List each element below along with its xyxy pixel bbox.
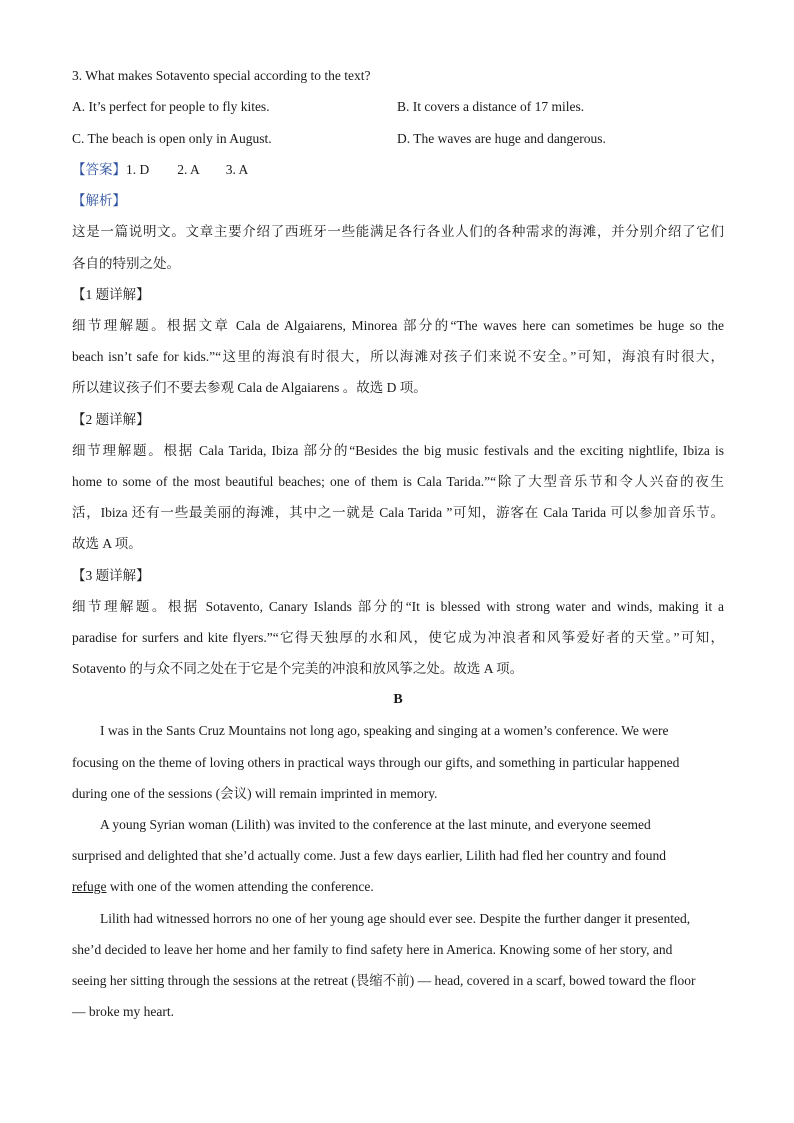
detail-3-heading: 【3 题详解】 <box>72 568 150 583</box>
question-3-stem: 3. What makes Sotavento special according to the text? <box>72 68 371 83</box>
passage-p2-line-1: A young Syrian woman (Lilith) was invited to the conference at the last minute, and everyone seemed <box>100 817 651 832</box>
passage-p3-line-1: Lilith had witnessed horrors no one of her young age should ever see. Despite the further danger it presented, <box>100 911 691 926</box>
passage-p3-line-2: she’d decided to leave her home and her family to find safety here in America. Knowing some of her story, and <box>72 942 673 957</box>
detail-1-line-1: 细节理解题。根据文章 Cala de Algaiarens, Minorea 部分的“The waves here can sometimes be huge so the <box>72 318 724 333</box>
answer-2: 2. A <box>177 162 200 177</box>
detail-2-line-4: 故选 A 项。 <box>72 536 142 551</box>
analysis-line-2: 各自的特别之处。 <box>72 256 180 271</box>
answer-1: 1. D <box>126 162 150 177</box>
passage-p3-line-4: — broke my heart. <box>72 1004 174 1019</box>
detail-3-line-2: paradise for surfers and kite flyers.”“它得天独厚的水和风，使它成为冲浪者和风筝爱好者的天堂。”可知， <box>72 630 724 645</box>
option-a: A. It’s perfect for people to fly kites. <box>72 99 270 114</box>
option-c: C. The beach is open only in August. <box>72 131 272 146</box>
option-d: D. The waves are huge and dangerous. <box>397 131 606 146</box>
detail-1-line-2: beach isn’t safe for kids.”“这里的海浪有时很大，所以海滩对孩子们来说不安全。”可知，海浪有时很大， <box>72 349 724 364</box>
passage-p2-line-3 <box>72 877 374 897</box>
answer-line <box>72 160 248 180</box>
passage-p2-tail: with one of the women attending the conference. <box>106 879 374 894</box>
detail-2-line-1: 细节理解题。根据 Cala Tarida, Ibiza 部分的“Besides the big music festivals and the exciting nightlife, Ibiza is <box>72 443 724 458</box>
detail-3-line-1: 细节理解题。根据 Sotavento, Canary Islands 部分的“It is blessed with strong water and winds, making it a <box>72 599 724 614</box>
detail-1-line-3: 所以建议孩子们不要去参观 Cala de Algaiarens 。故选 D 项。 <box>72 380 427 395</box>
passage-p3-line-3: seeing her sitting through the sessions at the retreat (畏缩不前) — head, covered in a scarf, bowed toward the floor <box>72 973 696 988</box>
section-b-title: B <box>393 692 403 707</box>
detail-3-line-3: Sotavento 的与众不同之处在于它是个完美的冲浪和放风筝之处。故选 A 项。 <box>72 661 524 676</box>
underlined-word-refuge: refuge <box>72 879 107 894</box>
answer-3: 3. A <box>225 162 249 177</box>
option-b: B. It covers a distance of 17 miles. <box>397 99 585 114</box>
detail-2-heading: 【2 题详解】 <box>72 412 150 427</box>
detail-2-line-2: home to some of the most beautiful beaches; one of them is Cala Tarida.”“除了大型音乐节和令人兴奋的夜生 <box>72 474 724 489</box>
detail-1-heading: 【1 题详解】 <box>72 287 150 302</box>
detail-2-line-3: 活，Ibiza 还有一些最美丽的海滩，其中之一就是 Cala Tarida ”可知，游客在 Cala Tarida 可以参加音乐节。 <box>72 505 724 520</box>
passage-p2-line-2: surprised and delighted that she’d actually come. Just a few days earlier, Lilith had fled her country and found <box>72 848 667 863</box>
passage-p1-line-2: focusing on the theme of loving others in practical ways through our gifts, and something in particular happened <box>72 755 680 770</box>
passage-p1-line-1: I was in the Sants Cruz Mountains not long ago, speaking and singing at a women’s conference. We were <box>100 723 669 738</box>
analysis-line-1: 这是一篇说明文。文章主要介绍了西班牙一些能满足各行各业人们的各种需求的海滩，并分别介绍了它们 <box>72 224 724 239</box>
analysis-label: 【解析】 <box>72 193 126 208</box>
answer-label: 【答案】 <box>72 162 126 177</box>
passage-p1-line-3: during one of the sessions (会议) will remain imprinted in memory. <box>72 786 438 801</box>
